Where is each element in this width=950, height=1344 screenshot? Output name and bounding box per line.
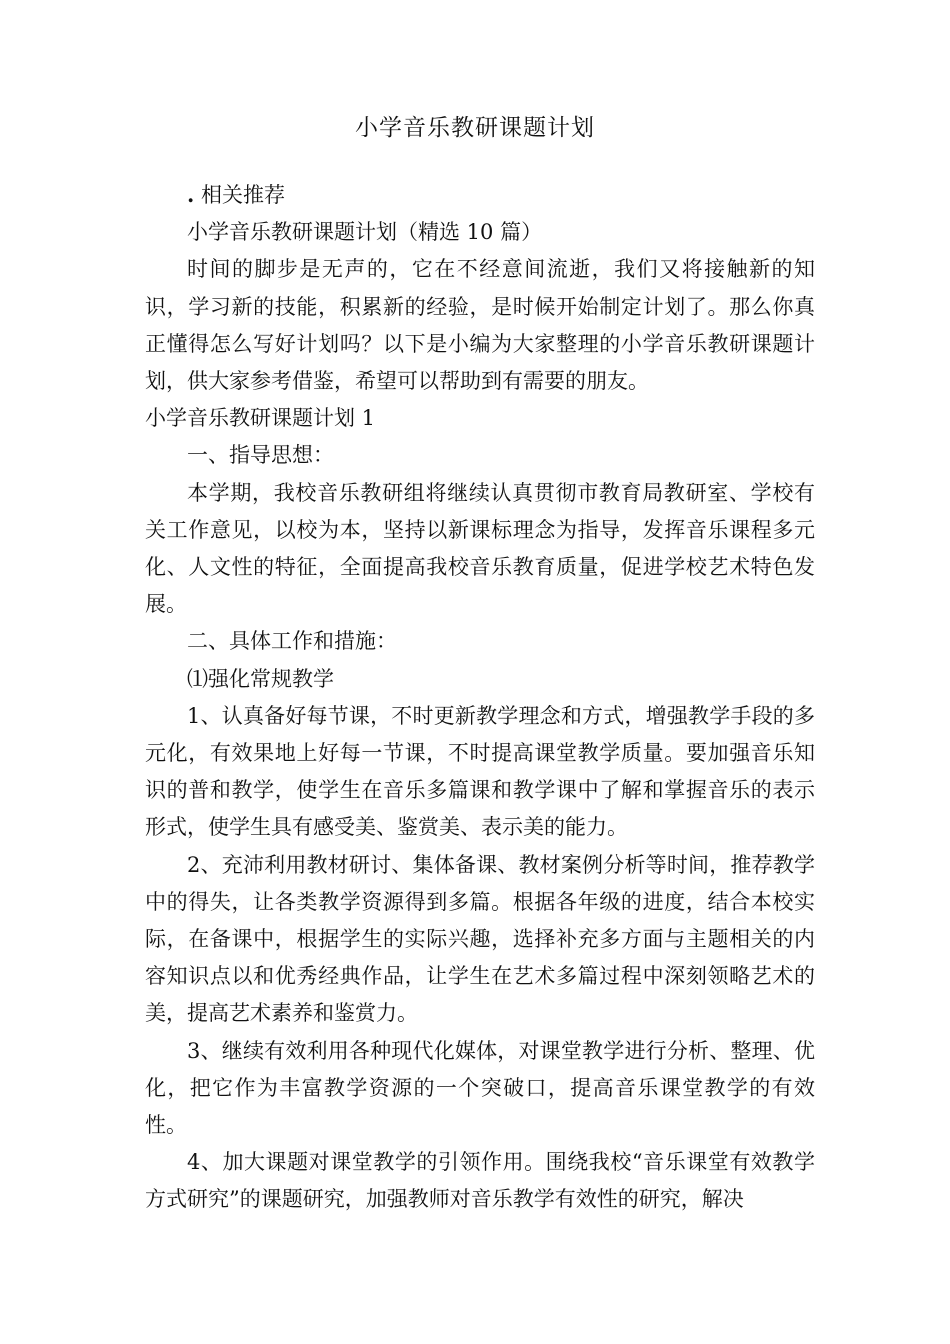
list-item: 1、认真备好每节课，不时更新教学理念和方式，增强教学手段的多元化，有效果地上好每一节课，不时提高课堂教学质量。要加强音乐知识的普和教学，使学生在音乐多篇课和教学课中了解和掌握音乐的表示形式，使学生具有感受美、鉴赏美、表示美的能力。 bbox=[145, 703, 815, 840]
document-body bbox=[145, 176, 815, 1219]
related-recommend bbox=[145, 176, 815, 214]
recommend-bullet: . bbox=[187, 182, 195, 207]
section-title: 小学音乐教研课题计划 1 bbox=[145, 406, 376, 431]
paragraph-guiding-thought: 本学期，我校音乐教研组将继续认真贯彻市教育局教研室、学校有关工作意见，以校为本，坚持以新课标理念为指导，发挥音乐课程多元化、人文性的特征，全面提高我校音乐教育质量，促进学校艺术特色发展。 bbox=[145, 480, 815, 617]
document-title: 小学音乐教研课题计划 bbox=[355, 115, 595, 141]
heading-guiding-thought: 一、指导思想： bbox=[187, 443, 334, 468]
intro-paragraph: 时间的脚步是无声的，它在不经意间流逝，我们又将接触新的知识，学习新的技能，积累新的经验，是时候开始制定计划了。那么你真正懂得怎么写好计划吗？以下是小编为大家整理的小学音乐教研课题计划，供大家参考借鉴，希望可以帮助到有需要的朋友。 bbox=[145, 257, 815, 394]
heading-specific-work: 二、具体工作和措施： bbox=[187, 629, 397, 654]
list-item: 2、充沛利用教材研讨、集体备课、教材案例分析等时间，推荐教学中的得失，让各类教学资源得到多篇。根据各年级的进度，结合本校实际，在备课中，根据学生的实际兴趣，选择补充多方面与主题相关的内容知识点以和优秀经典作品，让学生在艺术多篇过程中深刻领略艺术的美，提高艺术素养和鉴赏力。 bbox=[145, 852, 815, 1026]
list-item: 3、继续有效利用各种现代化媒体，对课堂教学进行分析、整理、优化，把它作为丰富教学资源的一个突破口，提高音乐课堂教学的有效性。 bbox=[145, 1038, 815, 1138]
list-item: 4、加大课题对课堂教学的引领作用。围绕我校“音乐课堂有效教学方式研究”的课题研究，加强教师对音乐教学有效性的研究，解决 bbox=[145, 1150, 815, 1212]
subheading-routine-teaching: ⑴强化常规教学 bbox=[187, 666, 334, 691]
document-subtitle: 小学音乐教研课题计划（精选 10 篇） bbox=[187, 220, 543, 245]
recommend-label: 相关推荐 bbox=[201, 183, 285, 207]
